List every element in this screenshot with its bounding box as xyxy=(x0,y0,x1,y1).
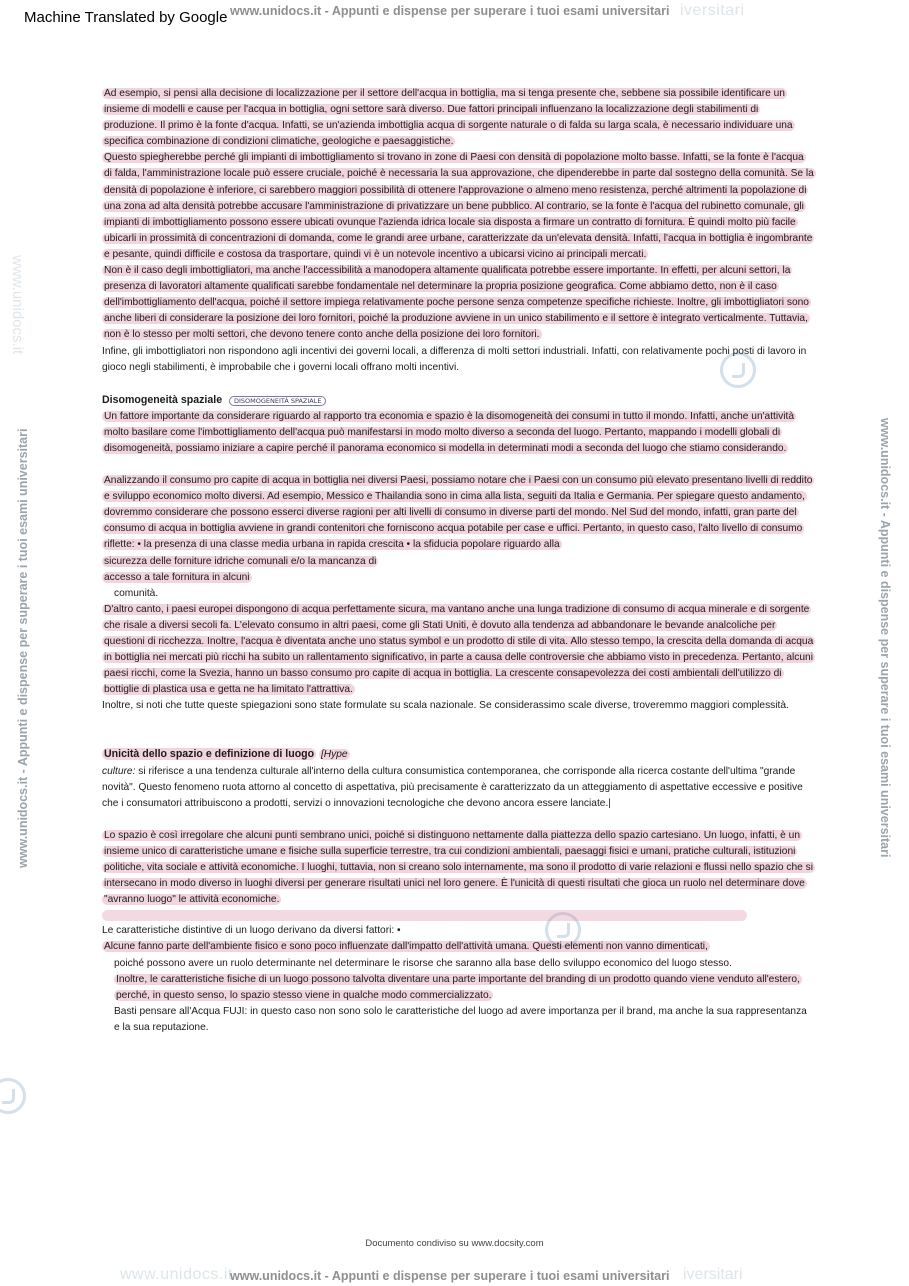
paragraph xyxy=(102,473,814,553)
paragraph xyxy=(102,764,814,812)
watermark-ghost-top: iversitari xyxy=(680,2,745,19)
paragraph xyxy=(102,554,814,570)
highlighted-text: Analizzando il consumo pro capite di acqua in bottiglia nei diversi Paesi, possiamo notare che i Paesi con un consumo più elevato presentano livelli di reddito e sviluppo economico molto diversi. Ad esempio, Messico e Thailandia sono in cima alla lista, seguiti da Italia e Germania. Per spiegare questo andamento, dovremmo considerare che possono esserci diverse ragioni per alti livelli di consumo in diverse parti del mondo. Nel Sud del mondo, infatti, gran parte del consumo di acqua in bottiglia avviene in grandi contenitori che forniscono acqua potabile per case e uffici. Pertanto, in questo caso, l'alto livello di consumo riflette: • la presenza di una classe media urbana in rapida crescita • la sfiducia popolare riguardo alla xyxy=(104,475,813,551)
list-item: Basti pensare all'Acqua FUJI: in questo caso non sono solo le caratteristiche del luogo ad avere importanza per il brand, ma anche la sua rappresentanza e la sua reputazione. xyxy=(114,1005,807,1033)
highlighted-text: Inoltre, le caratteristiche fisiche di un luogo possono talvolta diventare una parte importante del branding di un prodotto quando viene venduto all'estero, perché, in questo senso, lo spazio stesso viene in qualche modo commercializzato. xyxy=(116,973,800,1001)
watermark-ghost-bottom: www.unidocs.it xyxy=(120,1266,233,1283)
paragraph: Le caratteristiche distintive di un luogo derivano da diversi fattori: • xyxy=(102,925,401,937)
watermark-side-ghost: www.unidocs.it xyxy=(9,255,26,355)
paragraph xyxy=(102,409,814,457)
heading-text: Unicità dello spazio e definizione di luogo xyxy=(104,748,315,761)
machine-translated-label: Machine Translated by Google xyxy=(24,9,228,26)
paragraph xyxy=(102,263,814,343)
heading-text: Disomogeneità spaziale xyxy=(102,393,223,406)
document-body xyxy=(102,86,814,1036)
watermark-top: www.unidocs.it - Appunti e dispense per superare i tuoi esami universitari xyxy=(230,4,670,18)
italic-term: culture: xyxy=(102,765,136,777)
paragraph: Inoltre, si noti che tutte queste spiegazioni sono state formulate su scala nazionale. Se considerassimo scale diverse, troveremmo maggiori complessità. xyxy=(102,700,789,712)
paragraph xyxy=(102,602,814,699)
highlighted-text: sicurezza delle forniture idriche comunali e/o la mancanza di xyxy=(104,555,377,567)
highlighted-text: Alcune fanno parte dell'ambiente fisico e sono poco influenzate dall'impatto dell'attività umana. Questi elementi non vanno dimenticati, xyxy=(104,941,708,953)
paragraph xyxy=(102,86,814,150)
highlighted-text: accesso a tale fornitura in alcuni xyxy=(104,571,250,583)
watermark-side-left: www.unidocs.it - Appunti e dispense per superare i tuoi esami universitari xyxy=(16,428,30,868)
highlighted-text: Ad esempio, si pensi alla decisione di localizzazione per il settore dell'acqua in bottiglia, ma si tenga presente che, sebbene sia possibile identificare un insieme di modelli e cause per l'acqua in bottiglia, ogni settore sarà diverso. Due fattori principali influenzano la localizzazione degli stabilimenti di produzione. Il primo è la fonte d'acqua. Infatti, se un'azienda imbottiglia acqua di sorgente naturale o di falda su larga scala, è necessario individuare una specifica combinazione di condizioni climatiche, geologiche e paesaggistiche. xyxy=(104,88,793,148)
watermark-bottom: www.unidocs.it - Appunti e dispense per superare i tuoi esami universitari xyxy=(230,1269,670,1283)
highlighted-text: D'altro canto, i paesi europei dispongono di acqua perfettamente sicura, ma vantano anche una lunga tradizione di consumo di acqua minerale e di sorgente che risale a diversi secoli fa. L'elevato consumo in altri paesi, come gli Stati Uniti, è dovuto alla tendenza ad abbandonare le bevande analcoliche per questioni di ricchezza. Inoltre, l'acqua è diventata anche uno status symbol e un prodotto di stile di vita. Allo stesso tempo, la crescita della domanda di acqua in bottiglia nei mercati più ricchi ha subito un rallentamento significativo, in parte a causa delle controversie che abbiamo visto in precedenza. Pertanto, alcuni paesi ricchi, come la Svezia, hanno un basso consumo pro capite di acqua in bottiglia. La crescente consapevolezza dei costi ambientali dell'utilizzo di bottiglie di plastica usa e getta ne ha limitato l'attrattiva. xyxy=(104,603,814,696)
highlight-bar xyxy=(102,910,747,921)
paragraph xyxy=(102,828,814,908)
handwritten-note: DISOMOGENEITÀ SPAZIALE xyxy=(229,396,327,406)
list-item: poiché possono avere un ruolo determinante nel determinare le risorse che saranno alla base dello sviluppo economico del luogo stesso. xyxy=(114,957,732,969)
paragraph xyxy=(102,150,814,263)
paragraph-text: si riferisce a una tendenza culturale all'interno della cultura consumistica contemporanea, che corrisponde alla ricerca costante dell'ultima "grande novità". Questo fenomeno ruota attorno al concetto di aspettativa, più precisamente è caratterizzato da un atteggiamento di aspettative eccessive e positive che i consumatori attribuiscono a prodotti, servizi o innovazioni tecnologiche che devono ancora essere lanciate.| xyxy=(102,765,803,809)
paragraph xyxy=(102,570,814,586)
section-heading xyxy=(102,392,814,409)
list-item xyxy=(102,972,814,1004)
highlighted-text: Lo spazio è così irregolare che alcuni punti sembrano unici, poiché si distinguono nettamente dalla piattezza dello spazio cartesiano. Un luogo, infatti, è un insieme unico di caratteristiche umane e fisiche sulla superficie terrestre, tra cui condizioni ambientali, paesaggi fisici e umani, pratiche culturali, istituzioni politiche, vita sociale e attività economiche. I luoghi, tuttavia, non si creano solo internamente, ma sono il prodotto di varie relazioni e flussi nello spazio che si intersecano in modo diverso in luoghi diversi per generare risultati unici nel loro genere. È l'unicità di questi risultati che gioca un ruolo nel determinare dove "avranno luogo" le attività economiche. xyxy=(104,829,813,906)
highlighted-text: Non è il caso degli imbottigliatori, ma anche l'accessibilità a manodopera altamente qualificata potrebbe essere importante. In effetti, per alcuni settori, la presenza di lavoratori altamente qualificati sarebbe fondamentale nel determinare la propria posizione geografica. Come abbiamo detto, non è il caso dell'imbottigliamento dell'acqua, poiché il settore impiega relativamente poche persone senza competenze specifiche richieste. Inoltre, gli imbottigliatori sono anche liberi di considerare la posizione dei loro fornitori, poiché la produzione avviene in un unico stabilimento e il settore è integrato verticalmente. Tuttavia, non è lo stesso per molti settori, che devono tenere conto anche della posizione dei loro fornitori. xyxy=(104,265,809,341)
watermark-logo-icon xyxy=(0,1078,26,1114)
highlighted-text: Questo spiegherebbe perché gli impianti di imbottigliamento si trovano in zone di Paesi con densità di popolazione molto basse. Infatti, se la fonte è l'acqua di falda, l'amministrazione locale può essere cruciale, poiché è necessaria la sua approvazione, che dipenderebbe in parte dal sostegno della comunità. Se la densità di popolazione è inferiore, ci sarebbero maggiori possibilità di ottenere l'approvazione o almeno meno resistenza, perché altrimenti la popolazione di una zona ad alta densità potrebbe accusare l'amministrazione di privatizzare un bene pubblico. Al contrario, se la fonte è l'acqua del rubinetto comunale, gli impianti di imbottigliamento possono essere ubicati ovunque l'azienda idrica locale sia disposta a firmare un contratto di fornitura. È quindi molto più facile ubicarli in prossimità di concentrazioni di domanda, come le grandi aree urbane, caratterizzate da un'elevata densità. Infatti, l'acqua in bottiglia è ingombrante e pesante, quindi difficile e costosa da trasportare, quindi vi è un notevole incentivo a ubicarsi vicino ai principali mercati. xyxy=(104,152,814,260)
highlighted-text: Un fattore importante da considerare riguardo al rapporto tra economia e spazio è la disomogeneità dei consumi in tutto il mondo. Infatti, anche un'attività molto basilare come l'imbottigliamento dell'acqua può manifestarsi in modo molto diverso a seconda del luogo. Pertanto, mappando i modelli globali di disomogeneità, possiamo iniziare a capire perché il panorama economico si modella in determinati modi a seconda del luogo che stiamo considerando. xyxy=(104,410,794,454)
list-item xyxy=(102,939,814,955)
section-heading xyxy=(102,746,814,763)
watermark-side-right: www.unidocs.it - Appunti e dispense per superare i tuoi esami universitari xyxy=(878,418,892,858)
paragraph: comunità. xyxy=(114,587,159,599)
footer-shared-note: Documento condiviso su www.docsity.com xyxy=(365,1238,544,1249)
watermark-ghost-bottom-right: iversitari xyxy=(683,1266,743,1283)
heading-italic-text: [Hype xyxy=(320,749,348,761)
paragraph: Infine, gli imbottigliatori non rispondono agli incentivi dei governi locali, a differenza di molti settori industriali. Infatti, con relativamente pochi posti di lavoro in gioco negli stabilimenti, è improbabile che i governi locali offrano molti incentivi. xyxy=(102,345,807,373)
